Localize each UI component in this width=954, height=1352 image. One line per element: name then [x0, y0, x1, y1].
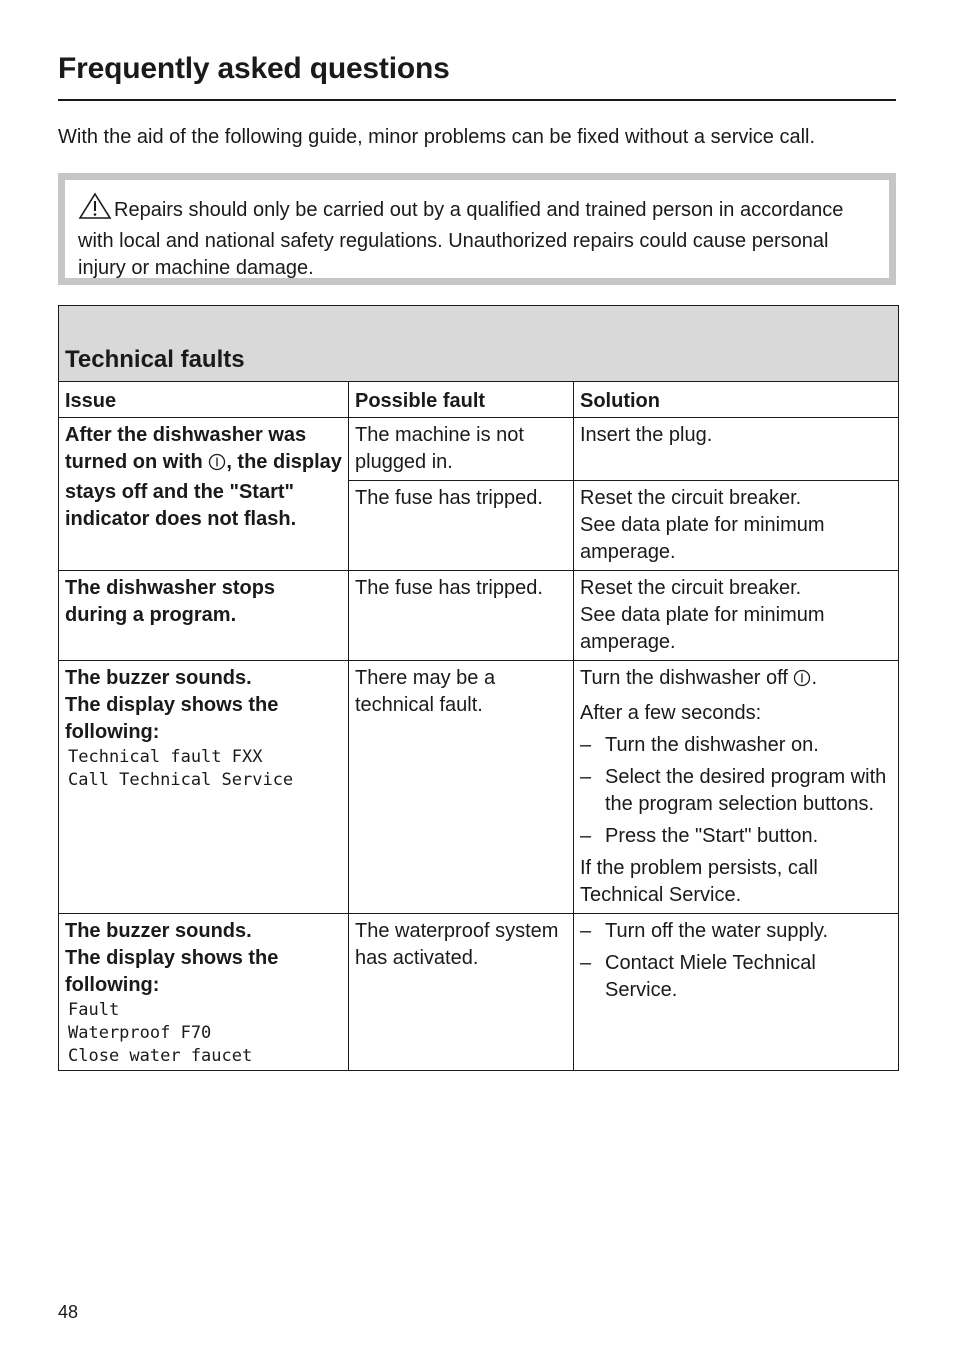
title-rule: [58, 99, 896, 101]
solution-cell: Reset the circuit breaker. See data plate for minimum amperage.: [574, 571, 899, 661]
issue-cell: The dishwasher stops during a program.: [59, 571, 349, 661]
fault-cell: The machine is not plugged in.: [349, 418, 574, 481]
list-item: – Turn the dishwasher on.: [580, 732, 892, 759]
section-title: Technical faults: [59, 306, 899, 382]
issue-cell: After the dishwasher was turned on with , the display stays off and the "Start" indicator does not flash.: [59, 418, 349, 571]
solution-cell: Reset the circuit breaker. See data plate for minimum amperage.: [574, 481, 899, 571]
column-header-fault: Possible fault: [349, 382, 574, 418]
fault-cell: The fuse has tripped.: [349, 571, 574, 661]
solution-cell: Insert the plug.: [574, 418, 899, 481]
issue-cell: The buzzer sounds. The display shows the following: Fault Waterproof F70 Close water faucet: [59, 914, 349, 1071]
issue-cell: The buzzer sounds. The display shows the following: Technical fault FXX Call Technical Service: [59, 661, 349, 914]
display-message: Call Technical Service: [68, 770, 294, 790]
intro-text: With the aid of the following guide, minor problems can be fixed without a service call.: [58, 126, 816, 148]
warning-text: Repairs should only be carried out by a qualified and trained person in accordance with local and national safety regulations. Unauthorized repairs could cause personal injury or machine damage.: [78, 199, 844, 279]
page-number: 48: [58, 1302, 79, 1322]
list-item: – Select the desired program with the program selection buttons.: [580, 764, 892, 818]
power-icon: [793, 668, 811, 695]
display-message: Waterproof F70: [68, 1023, 212, 1043]
display-message: Fault: [68, 1000, 120, 1020]
display-message: Close water faucet: [68, 1046, 253, 1066]
list-item: – Contact Miele Technical Service.: [580, 950, 892, 1004]
list-item: – Press the "Start" button.: [580, 823, 892, 850]
solution-cell: [574, 914, 899, 1071]
power-icon: [208, 452, 226, 479]
display-message: Technical fault FXX: [68, 747, 263, 767]
warning-triangle-icon: [78, 192, 112, 228]
table-row: [59, 418, 899, 481]
column-header-issue: Issue: [59, 382, 349, 418]
fault-cell: The fuse has tripped.: [349, 481, 574, 571]
table-row: [59, 914, 899, 1071]
fault-cell: The waterproof system has activated.: [349, 914, 574, 1071]
column-header-row: [59, 382, 899, 418]
solution-cell: Turn the dishwasher off . After a few seconds: – Turn the dishwasher on. – Select the desired program with the program selection buttons. – Press the "Start" button. If the problem persists, call Technical Service.: [574, 661, 899, 914]
page-title: Frequently asked questions: [58, 52, 450, 85]
technical-faults-table: [58, 305, 899, 1071]
table-row: [59, 661, 899, 914]
table-row: [59, 571, 899, 661]
fault-cell: There may be a technical fault.: [349, 661, 574, 914]
column-header-solution: Solution: [574, 382, 899, 418]
warning-box: [58, 173, 896, 285]
list-item: – Turn off the water supply.: [580, 918, 892, 945]
